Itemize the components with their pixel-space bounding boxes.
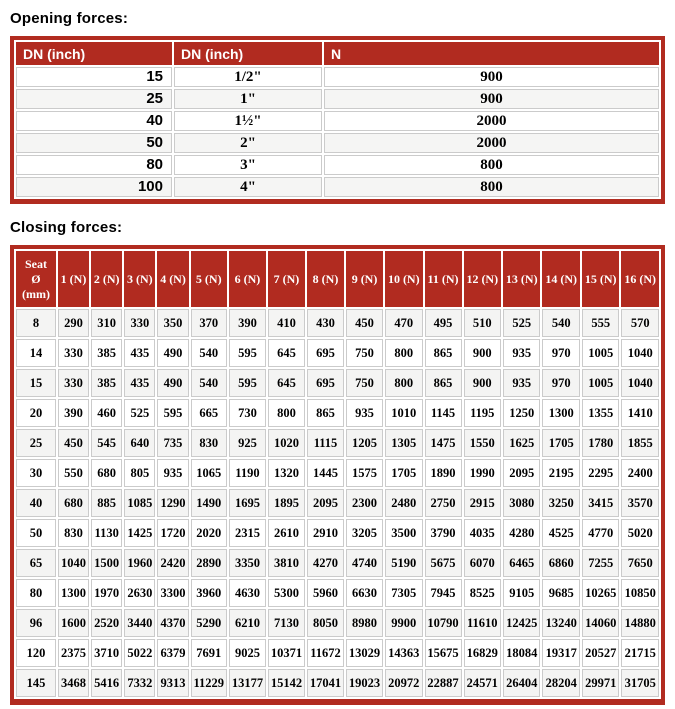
closing-cell-col3: 330 [124, 309, 155, 337]
closing-col-header-5: 5 (N) [191, 251, 227, 307]
closing-cell-col10: 9900 [385, 609, 422, 637]
closing-cell-col6: 730 [229, 399, 266, 427]
closing-cell-col7: 1895 [268, 489, 305, 517]
closing-cell-col12: 4035 [464, 519, 501, 547]
opening-header-row [16, 42, 659, 65]
closing-cell-col4: 350 [157, 309, 188, 337]
opening-cell-col1: 80 [16, 155, 172, 175]
closing-cell-col3: 7332 [124, 669, 155, 697]
closing-cell-col3: 435 [124, 369, 155, 397]
closing-cell-col9: 13029 [346, 639, 383, 667]
closing-cell-col2: 385 [91, 369, 122, 397]
closing-cell-col3: 2630 [124, 579, 155, 607]
closing-cell-col5: 540 [191, 339, 227, 367]
opening-cell-col1: 40 [16, 111, 172, 131]
closing-cell-col7: 7130 [268, 609, 305, 637]
closing-cell-col7: 10371 [268, 639, 305, 667]
closing-seat-header-line: (mm) [21, 286, 50, 301]
closing-cell-col5: 370 [191, 309, 227, 337]
closing-cell-col7: 3810 [268, 549, 305, 577]
opening-forces-header [16, 42, 659, 65]
closing-seat-cell: 50 [16, 519, 56, 547]
closing-forces-title: Closing forces: [10, 219, 123, 236]
opening-cell-col1: 25 [16, 89, 172, 109]
closing-cell-col13: 26404 [503, 669, 540, 697]
opening-cell-col2: 1" [174, 89, 322, 109]
closing-cell-col14: 540 [542, 309, 579, 337]
closing-cell-col12: 1990 [464, 459, 501, 487]
closing-cell-col1: 2375 [58, 639, 89, 667]
closing-table-row [16, 369, 659, 397]
closing-cell-col1: 290 [58, 309, 89, 337]
closing-cell-col9: 2300 [346, 489, 383, 517]
closing-col-header-15: 15 (N) [582, 251, 619, 307]
closing-seat-cell: 15 [16, 369, 56, 397]
opening-cell-col1: 100 [16, 177, 172, 197]
closing-cell-col15: 1780 [582, 429, 619, 457]
closing-col-header-1: 1 (N) [58, 251, 89, 307]
closing-cell-col9: 19023 [346, 669, 383, 697]
closing-cell-col4: 935 [157, 459, 188, 487]
closing-cell-col16: 570 [621, 309, 659, 337]
closing-cell-col6: 595 [229, 369, 266, 397]
closing-col-header-10: 10 (N) [385, 251, 422, 307]
closing-cell-col9: 8980 [346, 609, 383, 637]
closing-cell-col8: 695 [307, 339, 344, 367]
closing-cell-col5: 5290 [191, 609, 227, 637]
closing-cell-col6: 6210 [229, 609, 266, 637]
opening-table-row [16, 133, 659, 153]
closing-cell-col14: 9685 [542, 579, 579, 607]
closing-table-row [16, 339, 659, 367]
closing-cell-col15: 1355 [582, 399, 619, 427]
closing-cell-col12: 510 [464, 309, 501, 337]
closing-seat-cell: 25 [16, 429, 56, 457]
closing-col-header-14: 14 (N) [542, 251, 579, 307]
closing-forces-body [16, 309, 659, 697]
opening-forces-title: Opening forces: [10, 10, 129, 27]
closing-cell-col13: 525 [503, 309, 540, 337]
closing-cell-col1: 330 [58, 369, 89, 397]
closing-col-header-4: 4 (N) [157, 251, 188, 307]
opening-table-row [16, 155, 659, 175]
closing-cell-col9: 1205 [346, 429, 383, 457]
closing-col-header-7: 7 (N) [268, 251, 305, 307]
closing-cell-col11: 5675 [425, 549, 462, 577]
closing-seat-cell: 80 [16, 579, 56, 607]
closing-cell-col5: 830 [191, 429, 227, 457]
closing-cell-col2: 2520 [91, 609, 122, 637]
closing-cell-col4: 1290 [157, 489, 188, 517]
closing-cell-col4: 4370 [157, 609, 188, 637]
closing-seat-cell: 20 [16, 399, 56, 427]
closing-seat-header [16, 251, 56, 307]
closing-cell-col12: 8525 [464, 579, 501, 607]
closing-cell-col5: 2020 [191, 519, 227, 547]
closing-cell-col16: 1040 [621, 339, 659, 367]
closing-cell-col1: 3468 [58, 669, 89, 697]
closing-cell-col5: 3960 [191, 579, 227, 607]
closing-cell-col12: 16829 [464, 639, 501, 667]
closing-cell-col13: 4280 [503, 519, 540, 547]
closing-cell-col14: 4525 [542, 519, 579, 547]
closing-cell-col2: 885 [91, 489, 122, 517]
opening-cell-col2: 4" [174, 177, 322, 197]
closing-cell-col4: 3300 [157, 579, 188, 607]
closing-cell-col2: 1500 [91, 549, 122, 577]
closing-cell-col10: 800 [385, 339, 422, 367]
closing-cell-col6: 390 [229, 309, 266, 337]
closing-cell-col6: 1695 [229, 489, 266, 517]
closing-cell-col16: 1040 [621, 369, 659, 397]
closing-cell-col4: 490 [157, 339, 188, 367]
closing-cell-col6: 9025 [229, 639, 266, 667]
closing-cell-col10: 7305 [385, 579, 422, 607]
closing-cell-col8: 430 [307, 309, 344, 337]
closing-cell-col14: 6860 [542, 549, 579, 577]
closing-header-row [16, 251, 659, 307]
closing-cell-col2: 1970 [91, 579, 122, 607]
closing-table-row [16, 489, 659, 517]
closing-cell-col12: 11610 [464, 609, 501, 637]
closing-cell-col14: 1300 [542, 399, 579, 427]
opening-cell-col2: 1½" [174, 111, 322, 131]
closing-cell-col9: 935 [346, 399, 383, 427]
closing-cell-col9: 750 [346, 369, 383, 397]
closing-col-header-8: 8 (N) [307, 251, 344, 307]
closing-table-row [16, 429, 659, 457]
closing-seat-cell: 120 [16, 639, 56, 667]
closing-cell-col16: 5020 [621, 519, 659, 547]
closing-table-row [16, 579, 659, 607]
closing-col-header-6: 6 (N) [229, 251, 266, 307]
closing-cell-col13: 1250 [503, 399, 540, 427]
closing-cell-col3: 525 [124, 399, 155, 427]
closing-cell-col6: 3350 [229, 549, 266, 577]
closing-cell-col11: 15675 [425, 639, 462, 667]
closing-cell-col13: 1625 [503, 429, 540, 457]
closing-cell-col2: 680 [91, 459, 122, 487]
closing-cell-col6: 2315 [229, 519, 266, 547]
closing-cell-col13: 2095 [503, 459, 540, 487]
closing-cell-col11: 1145 [425, 399, 462, 427]
closing-cell-col15: 14060 [582, 609, 619, 637]
closing-cell-col5: 665 [191, 399, 227, 427]
closing-cell-col1: 390 [58, 399, 89, 427]
closing-cell-col4: 6379 [157, 639, 188, 667]
closing-cell-col11: 10790 [425, 609, 462, 637]
opening-cell-col3: 800 [324, 155, 659, 175]
closing-seat-cell: 65 [16, 549, 56, 577]
closing-cell-col12: 900 [464, 339, 501, 367]
closing-cell-col1: 830 [58, 519, 89, 547]
closing-table-row [16, 609, 659, 637]
closing-cell-col10: 2480 [385, 489, 422, 517]
closing-cell-col11: 7945 [425, 579, 462, 607]
closing-cell-col12: 6070 [464, 549, 501, 577]
closing-cell-col8: 11672 [307, 639, 344, 667]
closing-cell-col2: 385 [91, 339, 122, 367]
closing-cell-col9: 3205 [346, 519, 383, 547]
closing-cell-col16: 1855 [621, 429, 659, 457]
closing-cell-col1: 1040 [58, 549, 89, 577]
closing-cell-col15: 4770 [582, 519, 619, 547]
closing-cell-col6: 1190 [229, 459, 266, 487]
closing-cell-col13: 3080 [503, 489, 540, 517]
closing-cell-col1: 680 [58, 489, 89, 517]
closing-cell-col15: 20527 [582, 639, 619, 667]
closing-seat-cell: 40 [16, 489, 56, 517]
closing-cell-col8: 1115 [307, 429, 344, 457]
closing-cell-col15: 555 [582, 309, 619, 337]
closing-cell-col4: 490 [157, 369, 188, 397]
closing-cell-col11: 22887 [425, 669, 462, 697]
closing-cell-col12: 2915 [464, 489, 501, 517]
closing-cell-col7: 800 [268, 399, 305, 427]
opening-table-row [16, 177, 659, 197]
closing-col-header-2: 2 (N) [91, 251, 122, 307]
closing-cell-col10: 1305 [385, 429, 422, 457]
closing-cell-col13: 935 [503, 369, 540, 397]
closing-table-row [16, 519, 659, 547]
closing-cell-col2: 460 [91, 399, 122, 427]
closing-table-row [16, 459, 659, 487]
opening-cell-col3: 900 [324, 67, 659, 87]
closing-cell-col16: 10850 [621, 579, 659, 607]
closing-cell-col12: 24571 [464, 669, 501, 697]
closing-cell-col9: 4740 [346, 549, 383, 577]
closing-cell-col10: 3500 [385, 519, 422, 547]
closing-seat-cell: 8 [16, 309, 56, 337]
closing-cell-col5: 7691 [191, 639, 227, 667]
closing-table-row [16, 309, 659, 337]
closing-cell-col11: 865 [425, 339, 462, 367]
closing-cell-col12: 1550 [464, 429, 501, 457]
opening-cell-col2: 3" [174, 155, 322, 175]
closing-cell-col13: 18084 [503, 639, 540, 667]
closing-cell-col16: 31705 [621, 669, 659, 697]
closing-cell-col5: 540 [191, 369, 227, 397]
opening-cell-col1: 50 [16, 133, 172, 153]
closing-cell-col5: 1490 [191, 489, 227, 517]
closing-table-row [16, 669, 659, 697]
closing-cell-col15: 10265 [582, 579, 619, 607]
closing-cell-col13: 9105 [503, 579, 540, 607]
opening-cell-col3: 2000 [324, 133, 659, 153]
closing-col-header-16: 16 (N) [621, 251, 659, 307]
closing-cell-col15: 1005 [582, 339, 619, 367]
closing-cell-col3: 1085 [124, 489, 155, 517]
closing-cell-col15: 7255 [582, 549, 619, 577]
closing-cell-col2: 3710 [91, 639, 122, 667]
closing-cell-col14: 28204 [542, 669, 579, 697]
closing-cell-col5: 1065 [191, 459, 227, 487]
opening-forces-body [16, 67, 659, 197]
closing-cell-col13: 935 [503, 339, 540, 367]
closing-cell-col8: 2910 [307, 519, 344, 547]
closing-cell-col3: 435 [124, 339, 155, 367]
opening-col-header-2: DN (inch) [174, 42, 322, 65]
closing-col-header-13: 13 (N) [503, 251, 540, 307]
closing-cell-col16: 1410 [621, 399, 659, 427]
closing-cell-col4: 735 [157, 429, 188, 457]
closing-cell-col3: 1960 [124, 549, 155, 577]
closing-cell-col6: 595 [229, 339, 266, 367]
closing-cell-col2: 5416 [91, 669, 122, 697]
closing-forces-header [16, 251, 659, 307]
closing-cell-col8: 8050 [307, 609, 344, 637]
closing-cell-col6: 13177 [229, 669, 266, 697]
opening-col-header-3: N [324, 42, 659, 65]
closing-cell-col2: 310 [91, 309, 122, 337]
closing-cell-col4: 2420 [157, 549, 188, 577]
closing-cell-col2: 545 [91, 429, 122, 457]
closing-seat-cell: 96 [16, 609, 56, 637]
closing-cell-col16: 7650 [621, 549, 659, 577]
closing-seat-cell: 30 [16, 459, 56, 487]
closing-cell-col2: 1130 [91, 519, 122, 547]
closing-cell-col14: 13240 [542, 609, 579, 637]
closing-cell-col7: 1320 [268, 459, 305, 487]
closing-table-row [16, 399, 659, 427]
opening-cell-col3: 900 [324, 89, 659, 109]
closing-cell-col14: 970 [542, 369, 579, 397]
closing-cell-col13: 6465 [503, 549, 540, 577]
closing-cell-col14: 2195 [542, 459, 579, 487]
closing-cell-col10: 20972 [385, 669, 422, 697]
opening-table-row [16, 89, 659, 109]
closing-cell-col4: 9313 [157, 669, 188, 697]
closing-cell-col7: 645 [268, 369, 305, 397]
closing-cell-col1: 1300 [58, 579, 89, 607]
closing-cell-col14: 3250 [542, 489, 579, 517]
closing-cell-col8: 1445 [307, 459, 344, 487]
closing-cell-col14: 1705 [542, 429, 579, 457]
closing-cell-col4: 595 [157, 399, 188, 427]
closing-cell-col1: 550 [58, 459, 89, 487]
closing-cell-col8: 5960 [307, 579, 344, 607]
closing-cell-col15: 2295 [582, 459, 619, 487]
opening-cell-col1: 15 [16, 67, 172, 87]
closing-cell-col7: 15142 [268, 669, 305, 697]
closing-cell-col8: 2095 [307, 489, 344, 517]
closing-cell-col12: 1195 [464, 399, 501, 427]
closing-cell-col9: 750 [346, 339, 383, 367]
closing-cell-col15: 3415 [582, 489, 619, 517]
closing-col-header-11: 11 (N) [425, 251, 462, 307]
closing-cell-col7: 645 [268, 339, 305, 367]
closing-forces-table [10, 245, 665, 705]
closing-seat-cell: 14 [16, 339, 56, 367]
closing-cell-col15: 29971 [582, 669, 619, 697]
closing-cell-col13: 12425 [503, 609, 540, 637]
closing-cell-col7: 5300 [268, 579, 305, 607]
opening-table-row [16, 111, 659, 131]
closing-cell-col14: 19317 [542, 639, 579, 667]
closing-col-header-12: 12 (N) [464, 251, 501, 307]
closing-cell-col10: 1010 [385, 399, 422, 427]
closing-cell-col9: 1575 [346, 459, 383, 487]
closing-seat-header-line: Seat [24, 256, 47, 271]
closing-cell-col11: 1890 [425, 459, 462, 487]
closing-cell-col3: 1425 [124, 519, 155, 547]
closing-cell-col1: 1600 [58, 609, 89, 637]
closing-cell-col9: 6630 [346, 579, 383, 607]
closing-cell-col7: 2610 [268, 519, 305, 547]
closing-cell-col9: 450 [346, 309, 383, 337]
closing-cell-col15: 1005 [582, 369, 619, 397]
closing-cell-col6: 4630 [229, 579, 266, 607]
opening-cell-col3: 2000 [324, 111, 659, 131]
closing-cell-col8: 865 [307, 399, 344, 427]
closing-cell-col11: 495 [425, 309, 462, 337]
closing-cell-col10: 14363 [385, 639, 422, 667]
closing-cell-col16: 14880 [621, 609, 659, 637]
closing-cell-col10: 470 [385, 309, 422, 337]
closing-cell-col12: 900 [464, 369, 501, 397]
closing-cell-col4: 1720 [157, 519, 188, 547]
closing-cell-col3: 3440 [124, 609, 155, 637]
closing-seat-cell: 145 [16, 669, 56, 697]
closing-table-row [16, 549, 659, 577]
closing-cell-col10: 800 [385, 369, 422, 397]
opening-cell-col2: 2" [174, 133, 322, 153]
closing-cell-col3: 805 [124, 459, 155, 487]
closing-seat-header-line: Ø [31, 271, 41, 286]
closing-cell-col5: 2890 [191, 549, 227, 577]
closing-cell-col16: 3570 [621, 489, 659, 517]
opening-forces-table [10, 36, 665, 204]
closing-cell-col5: 11229 [191, 669, 227, 697]
closing-cell-col14: 970 [542, 339, 579, 367]
closing-cell-col3: 5022 [124, 639, 155, 667]
closing-cell-col7: 1020 [268, 429, 305, 457]
closing-cell-col11: 3790 [425, 519, 462, 547]
closing-table-row [16, 639, 659, 667]
closing-cell-col16: 21715 [621, 639, 659, 667]
closing-cell-col16: 2400 [621, 459, 659, 487]
closing-cell-col3: 640 [124, 429, 155, 457]
closing-cell-col11: 865 [425, 369, 462, 397]
closing-cell-col11: 2750 [425, 489, 462, 517]
opening-col-header-1: DN (inch) [16, 42, 172, 65]
closing-cell-col10: 5190 [385, 549, 422, 577]
closing-cell-col1: 330 [58, 339, 89, 367]
closing-col-header-9: 9 (N) [346, 251, 383, 307]
closing-cell-col8: 695 [307, 369, 344, 397]
opening-table-row [16, 67, 659, 87]
closing-cell-col8: 4270 [307, 549, 344, 577]
closing-cell-col10: 1705 [385, 459, 422, 487]
closing-cell-col1: 450 [58, 429, 89, 457]
closing-cell-col11: 1475 [425, 429, 462, 457]
opening-cell-col3: 800 [324, 177, 659, 197]
closing-col-header-3: 3 (N) [124, 251, 155, 307]
opening-cell-col2: 1/2" [174, 67, 322, 87]
closing-cell-col8: 17041 [307, 669, 344, 697]
closing-cell-col6: 925 [229, 429, 266, 457]
closing-cell-col7: 410 [268, 309, 305, 337]
